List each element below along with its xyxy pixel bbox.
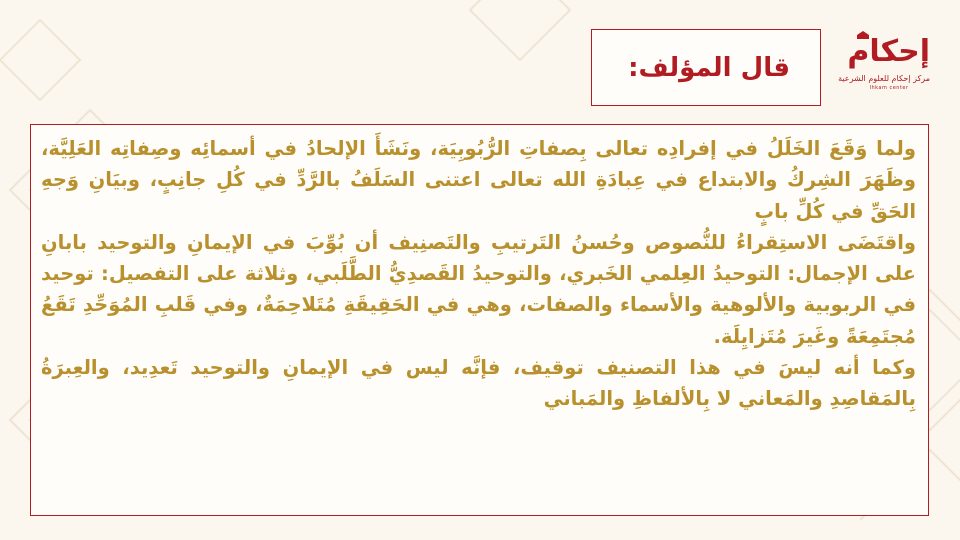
page-title: قال المؤلف: [628,52,790,83]
ihkam-logo [838,26,930,96]
content-box [30,124,929,516]
paragraph: واقتَضَى الاستِقراءُ للنُّصوص وحُسنُ التَرتيبِ والتَصنِيف أن بُوِّبَ في الإيمانِ والتوحيد بابانِ على الإجمال: التوحيدُ العِلمي الخَبري، والتوحيدُ القَصدِيُّ الطَّلَبي، وثلاثة على التفصيل: توحيد في الربوبية والألوهية والأسماء والصفات، وهي في الحَقِيقَةِ مُتَلاحِمَةٌ، وفي قَلبِ المُوَحِّدِ تَقَعُ مُجتَمِعَةً وغَيرَ مُتَزايِلَة. [41,230,916,348]
paragraph: ولما وَقَعَ الخَلَلُ في إفرادِه تعالى بِصفاتِ الرُّبُوبِيَة، ونَشَأَ الإلحادُ في أسمائِه وصِفاتِه العَلِيَّة، وظَهَرَ الشِركُ والابتداع في عِبادَةِ الله تعالى اعتنى السَلَفُ بالرَّدِّ في كُلِ جانِبٍ، وبيَانِ وَجهِ الحَقِّ في كُلِّ بابٍ [41,137,916,223]
logo-mark: إحكام [847,34,930,69]
paragraph: وكما أنه ليسَ في هذا التصنيف توقيف، فإنَّه ليس في الإيمانِ والتوحيد تَعدِيد، والعِبرَةُ بِالمَقاصِدِ والمَعاني لا بِالألفاظِ والمَباني [41,356,916,411]
logo-subtitle: مركز إحكام للعلوم الشرعية [838,74,930,83]
logo-tagline: Ihkam center [869,85,909,91]
title-box [591,29,821,106]
